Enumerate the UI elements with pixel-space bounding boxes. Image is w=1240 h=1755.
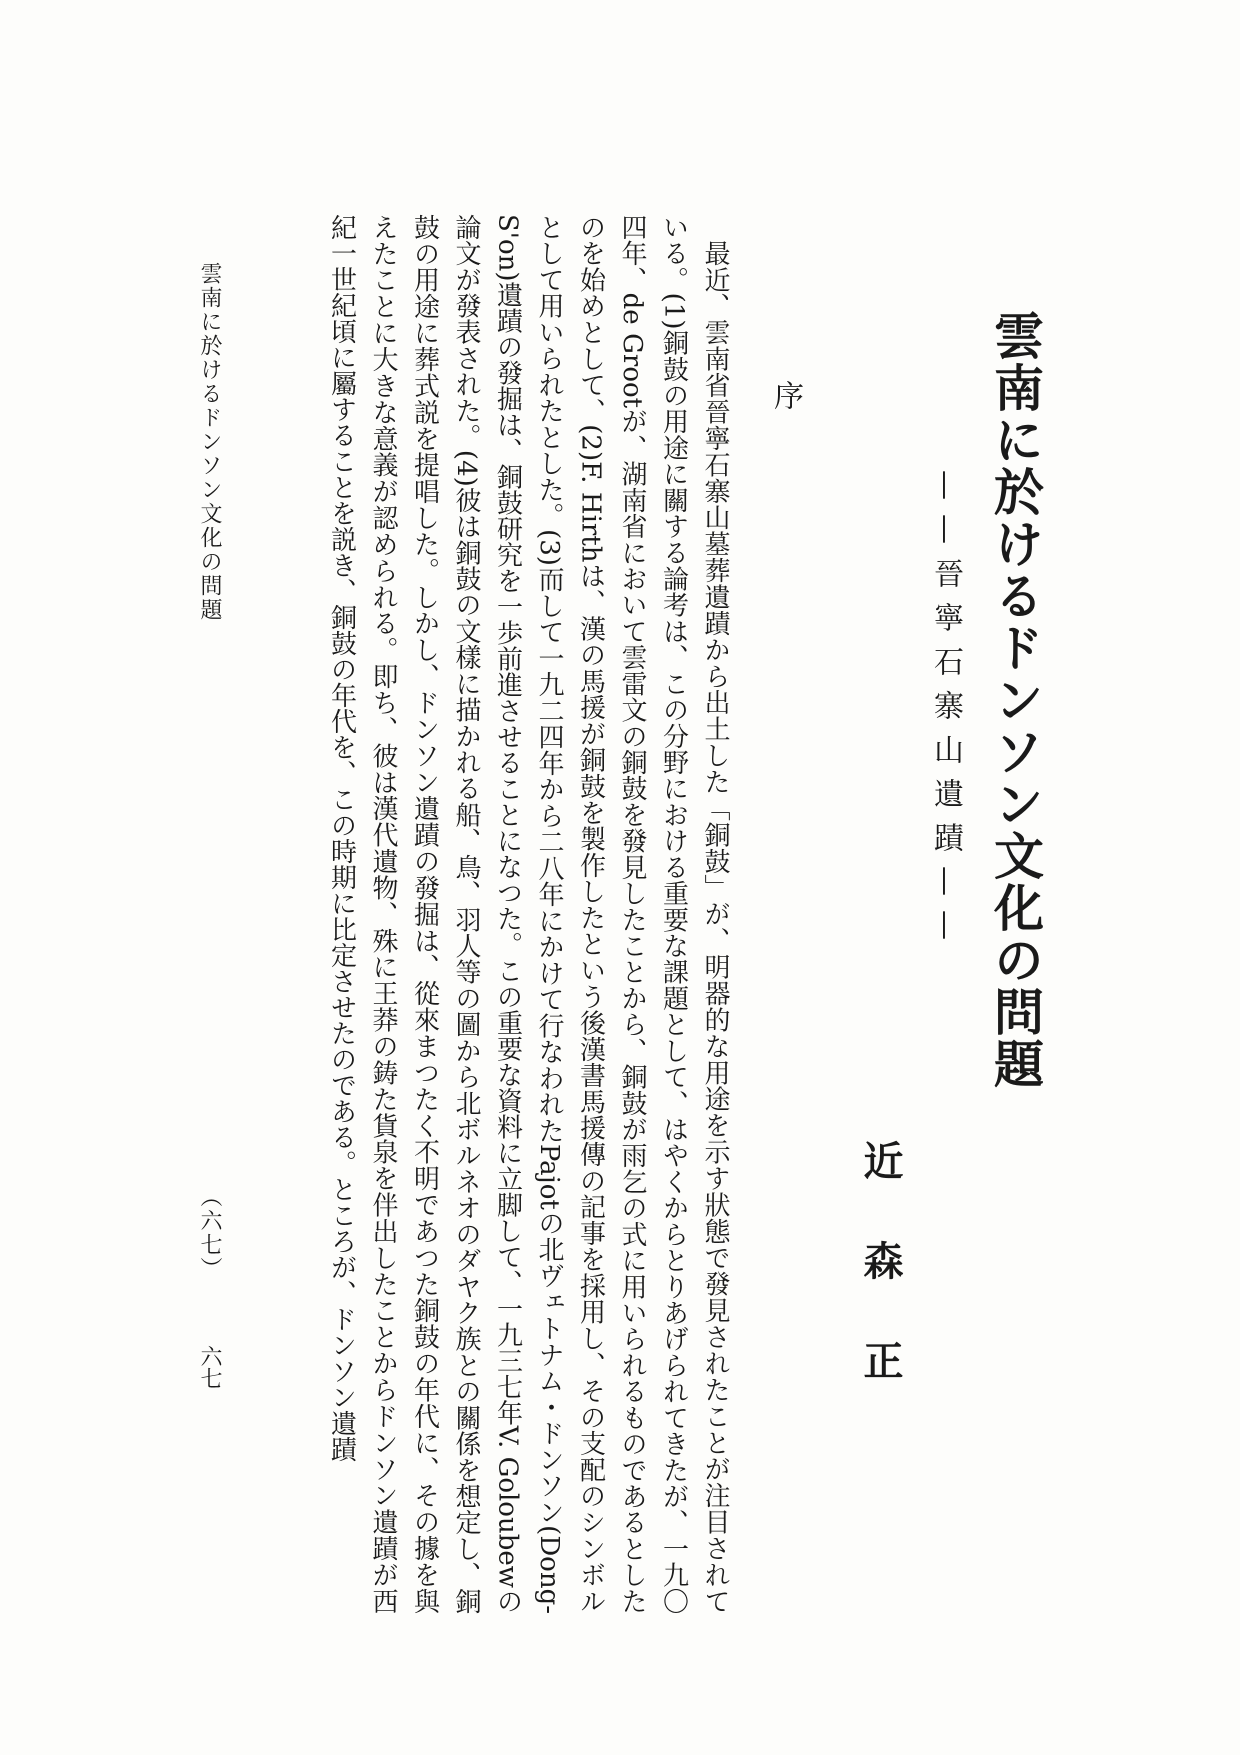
page-number: 六七 <box>197 1345 222 1389</box>
article-subtitle: ——晉寧石寨山遺蹟—— <box>928 470 963 954</box>
section-heading: 序 <box>768 380 803 410</box>
body-text <box>215 214 735 1614</box>
author-name: 近森正 <box>857 1140 904 1440</box>
page-number-paren: （六七） <box>197 1185 222 1281</box>
article-title: 雲南に於けるドンソン文化の問題 <box>986 310 1045 1090</box>
running-title: 雲南に於けるドンソン文化の問題 <box>197 262 222 622</box>
body-paragraph: 最近、雲南省晉寧石寨山墓葬遺蹟から出土した「銅鼓」が、明器的な用途を示す狀態で發見されたことが注目されている。(1)銅鼓の用途に關する論考は、この分野における重要な課題として、はやくからとりあげられてきたが、一九〇四年、de Grootが、湖南省において雲雷文の銅鼓を發見したことから、銅鼓が雨乞の式に用いられるものであるとしたのを始めとして、(2)F. Hirthは、漢の馬援が銅鼓を製作したという後漢書馬援傳の記事を採用し、その支配のシンボルとして用いられたとした。(3)而して一九二四年から二八年にかけて行なわれたPajotの北ヴェトナム・ドンソン(Dong-S'on)遺蹟の發掘は、銅鼓研究を一歩前進させることになつた。この重要な資料に立脚して、一九三七年V. Goloubewの論文が發表された。(4)彼は銅鼓の文樣に描かれる船、鳥、羽人等の圖から北ボルネオのダヤク族との關係を想定し、銅鼓の用途に葬式説を提唱した。しかし、ドンソン遺蹟の發掘は、從來まつたく不明であつた銅鼓の年代に、その據を與えたことに大きな意義が認められる。即ち、彼は漢代遺物、殊に王莽の鋳た貨泉を伴出したことからドンソン遺蹟が西紀一世紀頃に屬することを説き、銅鼓の年代を、この時期に比定させたのである。ところが、ドンソン遺蹟 <box>326 214 730 1615</box>
